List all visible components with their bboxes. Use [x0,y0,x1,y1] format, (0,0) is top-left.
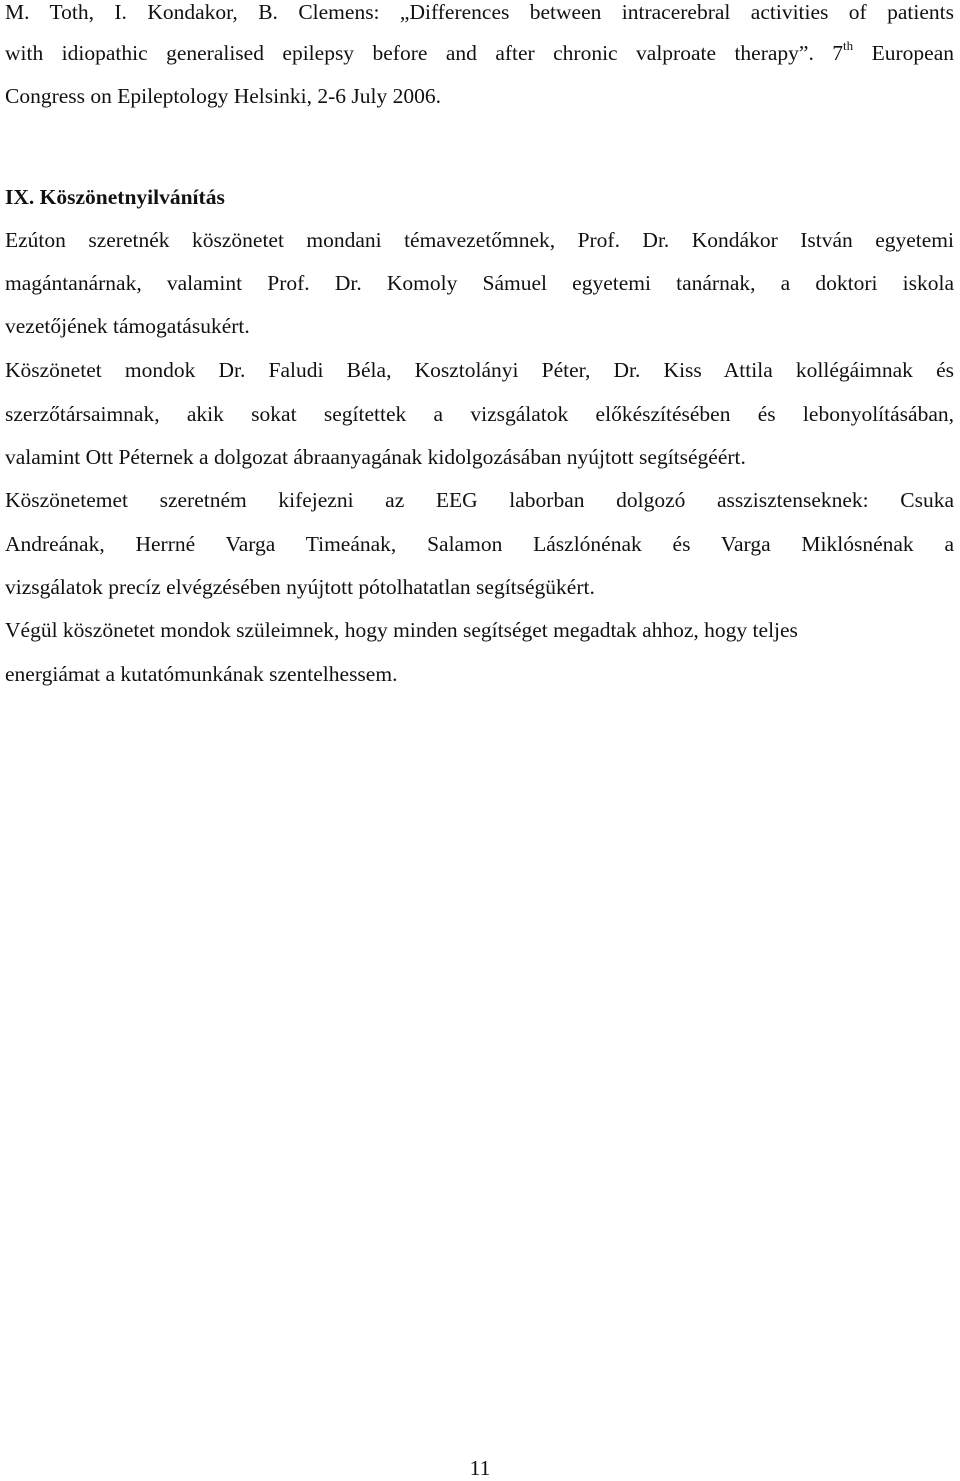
ordinal-superscript: th [843,38,854,53]
paragraph-1-line-1: Ezúton szeretnék köszönetet mondani témavezetőmnek, Prof. Dr. Kondákor István egyetemi [5,228,954,252]
reference-line-1: M. Toth, I. Kondakor, B. Clemens: „Differences between intracerebral activities of patients [5,0,954,24]
paragraph-3-line-2: Andreának, Herrné Varga Timeának, Salamon Lászlónénak és Varga Miklósnénak a [5,532,954,556]
paragraph-4-line-1: Végül köszönetet mondok szüleimnek, hogy minden segítséget megadtak ahhoz, hogy teljes [5,618,798,642]
section-heading [5,182,954,212]
page-number: 11 [469,1456,491,1480]
reference-line-2 [5,38,954,68]
paragraph-1-line-3: vezetőjének támogatásukért. [5,314,250,338]
paragraph-1-line-2: magántanárnak, valamint Prof. Dr. Komoly Sámuel egyetemi tanárnak, a doktori iskola [5,271,954,295]
section-title: Köszönetnyilvánítás [39,185,225,209]
paragraph-2-line-3: valamint Ott Péternek a dolgozat ábraanyagának kidolgozásában nyújtott segítségéért. [5,445,746,469]
reference-line-3: Congress on Epileptology Helsinki, 2-6 July 2006. [5,84,441,108]
paragraph-3-line-1: Köszönetemet szeretném kifejezni az EEG laborban dolgozó asszisztenseknek: Csuka [5,488,954,512]
paragraph-2-line-1: Köszönetet mondok Dr. Faludi Béla, Kosztolányi Péter, Dr. Kiss Attila kollégáimnak és [5,358,954,382]
paragraph-4-line-2: energiámat a kutatómunkának szentelhessem. [5,662,398,686]
reference-line-2-text: with idiopathic generalised epilepsy before and after chronic valproate therapy”. 7 [5,41,844,65]
section-number: IX. [5,185,35,209]
paragraph-2-line-2: szerzőtársaimnak, akik sokat segítettek a vizsgálatok előkészítésében és lebonyolításában, [5,402,954,426]
reference-line-2-tail: European [853,41,954,65]
paragraph-3-line-3: vizsgálatok precíz elvégzésében nyújtott pótolhatatlan segítségükért. [5,575,595,599]
